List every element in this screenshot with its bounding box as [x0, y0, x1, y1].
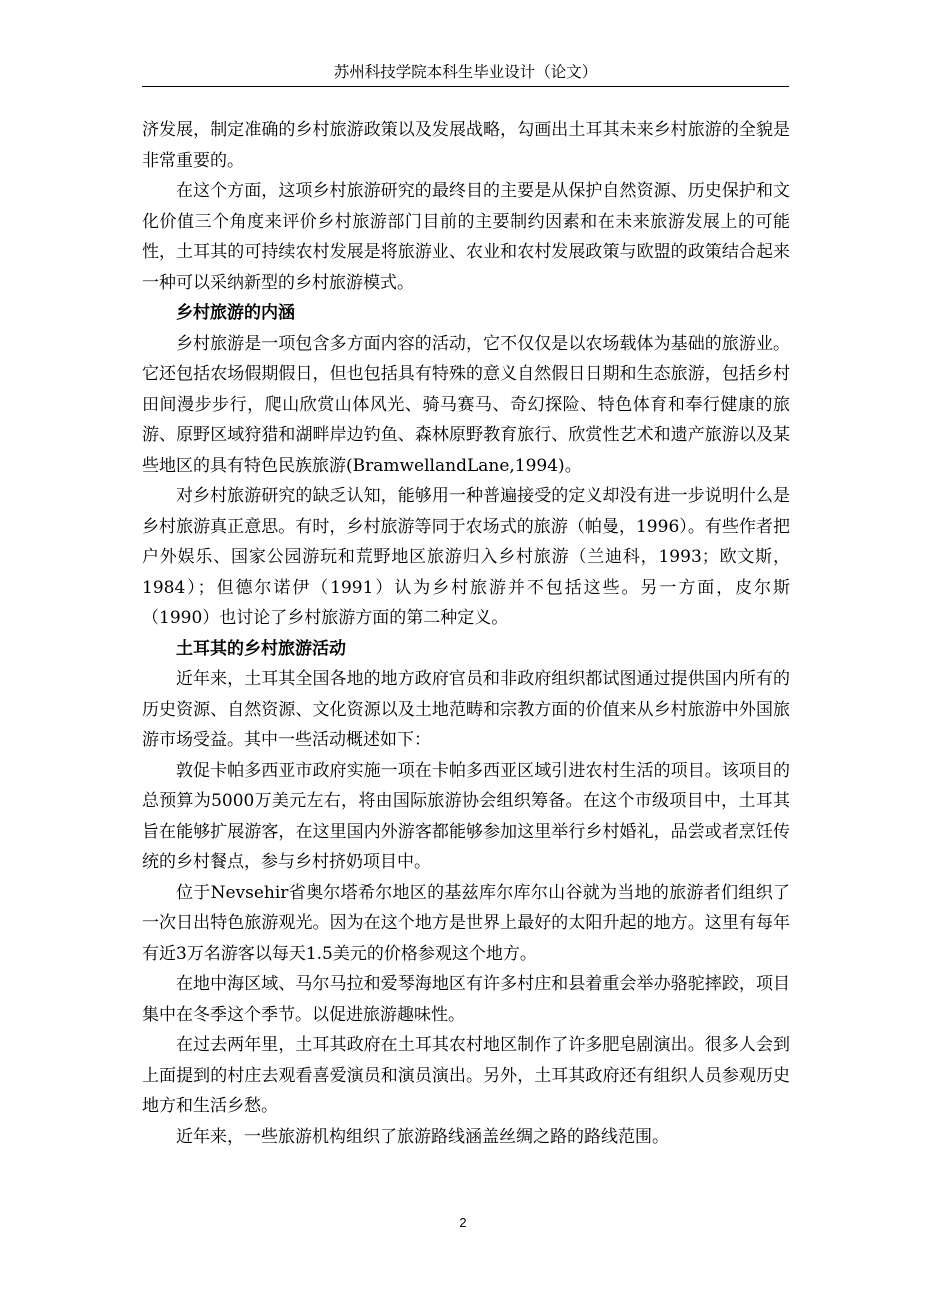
paragraph-definition: 乡村旅游是一项包含多方面内容的活动，它不仅仅是以农场载体为基础的旅游业。它还包括农场假期假日，但也包括具有特殊的意义自然假日日期和生态旅游，包括乡村田间漫步步行，爬山欣赏山体风光、骑马赛马、奇幻探险、特色体育和奉行健康的旅游、原野区域狩猎和湖畔岸边钓鱼、森林原野教育旅行、欣赏性艺术和遗产旅游以及某些地区的具有特色民族旅游(BramwellandLane,1994)。 — [142, 333, 790, 476]
section-heading-turkey-activities: 土耳其的乡村旅游活动 — [176, 638, 346, 659]
section-heading-rural-tourism-meaning: 乡村旅游的内涵 — [176, 303, 295, 323]
paragraph-continuation: 济发展，制定准确的乡村旅游政策以及发展战略，勾画出土耳其未来乡村旅游的全貌是非常重要的。 — [142, 120, 790, 171]
paragraph-cappadocia: 敦促卡帕多西亚市政府实施一项在卡帕多西亚区域引进农村生活的项目。该项目的总预算为5000万美元左右，将由国际旅游协会组织筹备。在这个市级项目中，土耳其旨在能够扩展游客，在这里国内外游客都能够参加这里举行乡村婚礼，品尝或者烹饪传统的乡村餐点，参与乡村挤奶项目中。 — [142, 760, 790, 872]
paragraph-research-goal: 在这个方面，这项乡村旅游研究的最终目的主要是从保护自然资源、历史保护和文化价值三个角度来评价乡村旅游部门目前的主要制约因素和在未来旅游发展上的可能性，土耳其的可持续农村发展是将旅游业、农业和农村发展政策与欧盟的政策结合起来一种可以采纳新型的乡村旅游模式。 — [142, 181, 790, 293]
paragraph-recent-years: 近年来，土耳其全国各地的地方政府官员和非政府组织都试图通过提供国内所有的历史资源、自然资源、文化资源以及土地范畴和宗教方面的价值来从乡村旅游中外国旅游市场受益。其中一些活动概述如下： — [142, 669, 790, 750]
paragraph-lack-of-cognition: 对乡村旅游研究的缺乏认知，能够用一种普遍接受的定义却没有进一步说明什么是乡村旅游真正意思。有时，乡村旅游等同于农场式的旅游（帕曼，1996）。有些作者把户外娱乐、国家公园游玩和荒野地区旅游归入乡村旅游（兰迪科，1993；欧文斯，1984）；但德尔诺伊（1991）认为乡村旅游并不包括这些。另一方面，皮尔斯（1990）也讨论了乡村旅游方面的第二种定义。 — [142, 486, 790, 628]
paragraph-camel-wrestling: 在地中海区域、马尔马拉和爱琴海地区有许多村庄和县着重会举办骆驼摔跤，项目集中在冬季这个季节。以促进旅游趣味性。 — [142, 974, 790, 1025]
paragraph-silk-road: 近年来，一些旅游机构组织了旅游路线涵盖丝绸之路的路线范围。 — [176, 1126, 669, 1147]
page-header: 苏州科技学院本科生毕业设计（论文） — [142, 58, 789, 87]
document-body — [142, 115, 790, 1152]
paragraph-nevsehir: 位于Nevsehir省奥尔塔希尔地区的基兹库尔库尔山谷就为当地的旅游者们组织了一次日出特色旅游观光。因为在这个地方是世界上最好的太阳升起的地方。这里有每年有近3万名游客以每天1.5美元的价格参观这个地方。 — [142, 882, 790, 964]
paragraph-soap-operas: 在过去两年里，土耳其政府在土耳其农村地区制作了许多肥皂剧演出。很多人会到上面提到的村庄去观看喜爱演员和演员演出。另外，土耳其政府还有组织人员参观历史地方和生活乡愁。 — [142, 1035, 790, 1116]
page-number: 2 — [459, 1215, 467, 1230]
